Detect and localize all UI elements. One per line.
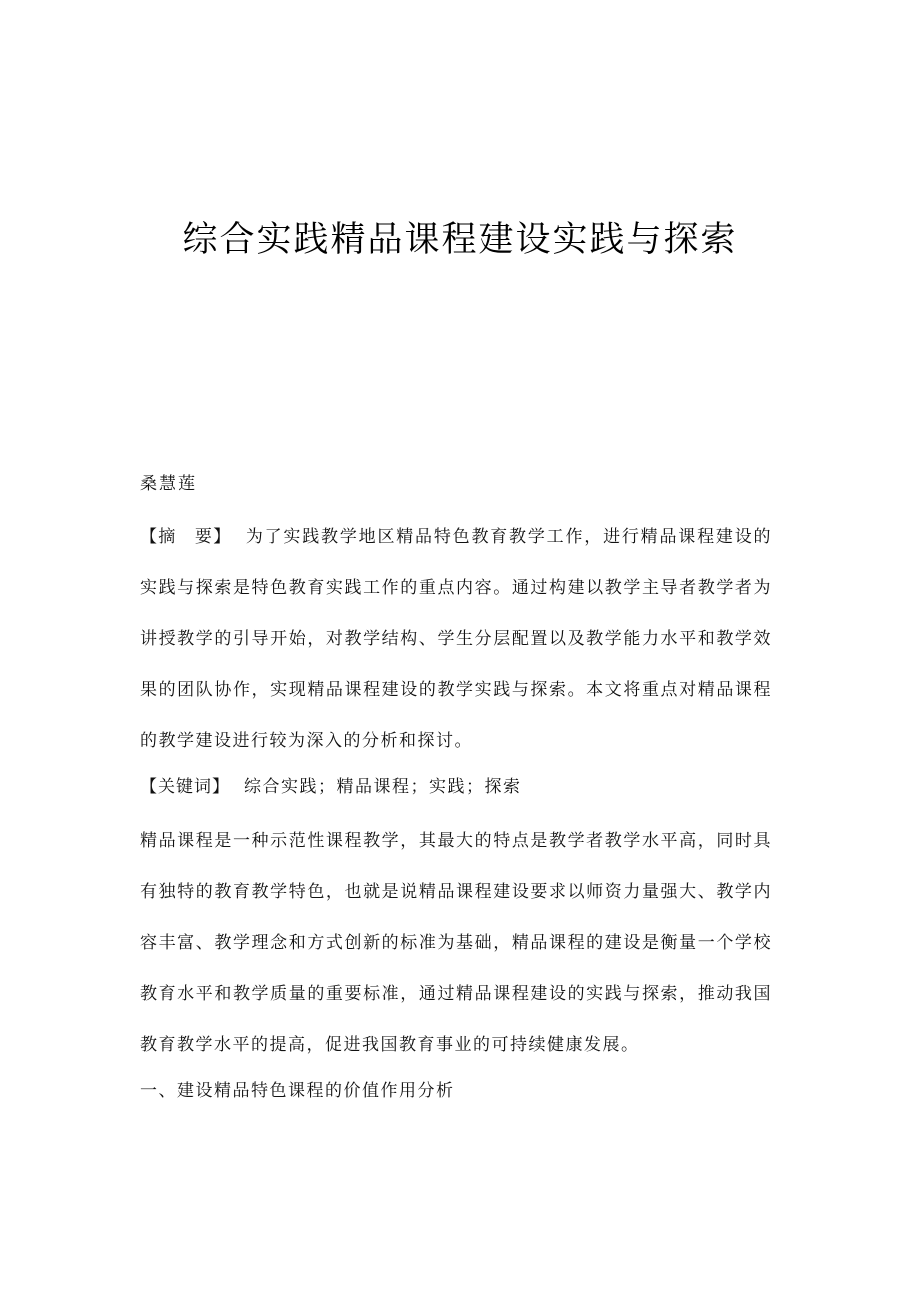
document-title: 综合实践精品课程建设实践与探索 [182,220,738,260]
author-name: 桑慧莲 [140,474,197,494]
abstract-text: 为了实践教学地区精品特色教育教学工作，进行精品课程建设的实践与探索是特色教育实践工作的重点内容。通过构建以教学主导者教学者为讲授教学的引导开始，对教学结构、学生分层配置以及教学能力水平和教学效果的团队协作，实现精品课程建设的教学实践与探索。本文将重点对精品课程的教学建设进行较为深入的分析和探讨。 [140,527,772,751]
section-heading: 一、建设精品特色课程的价值作用分析 [140,1081,455,1101]
keywords-label: 【关键词】 [140,777,230,797]
keywords-text: 综合实践；精品课程；实践；探索 [244,777,522,797]
abstract-label: 【摘 要】 [140,527,232,547]
body-paragraph: 精品课程是一种示范性课程教学，其最大的特点是教学者教学水平高，同时具有独特的教育教学特色，也就是说精品课程建设要求以师资力量强大、教学内容丰富、教学理念和方式创新的标准为基础，精品课程的建设是衡量一个学校教育水平和教学质量的重要标准，通过精品课程建设的实践与探索，推动我国教育教学水平的提高，促进我国教育事业的可持续健康发展。 [140,831,772,1055]
abstract-paragraph [140,512,772,767]
keywords-line [140,762,772,813]
